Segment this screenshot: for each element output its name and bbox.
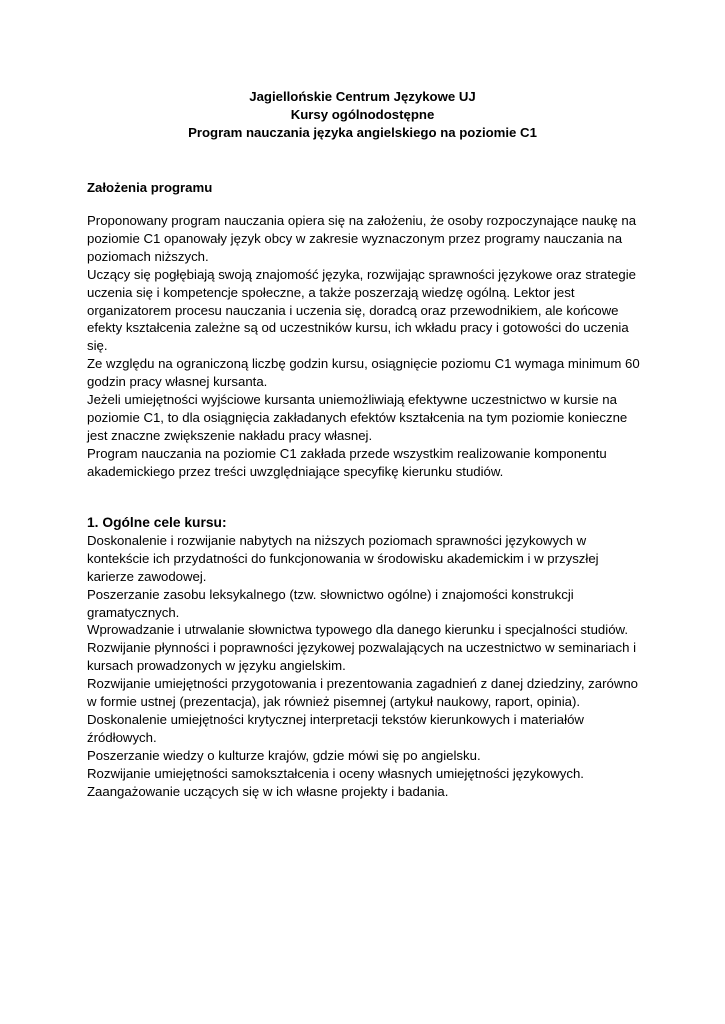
- assumptions-heading: Założenia programu: [87, 180, 213, 195]
- goal-item: Zaangażowanie uczących się w ich własne projekty i badania.: [87, 783, 449, 799]
- institution-name: Jagiellońskie Centrum Językowe UJ: [249, 89, 476, 104]
- goal-item: Doskonalenie i rozwijanie nabytych na niższych poziomach sprawności językowych w kontekście ich przydatności do funkcjonowania w środowisku akademickim i w przyszłej karierze zawodowej.: [87, 532, 599, 584]
- goal-item: Poszerzanie zasobu leksykalnego (tzw. słownictwo ogólne) i znajomości konstrukcji gramatycznych.: [87, 586, 574, 620]
- goal-item: Poszerzanie wiedzy o kulturze krajów, gdzie mówi się po angielsku.: [87, 747, 481, 763]
- goal-item: Rozwijanie umiejętności przygotowania i prezentowania zagadnień z danej dziedziny, zarówno w formie ustnej (prezentacja), jak również pisemnej (artykuł naukowy, raport, opinia).: [87, 676, 639, 710]
- goals-heading: 1. Ogólne cele kursu:: [87, 515, 227, 530]
- assumptions-paragraph: Program nauczania na poziomie C1 zakłada przede wszystkim realizowanie komponentu akademickiego przez treści uwzględniające specyfikę kierunku studiów.: [87, 445, 607, 479]
- assumptions-paragraph: Uczący się pogłębiają swoją znajomość języka, rozwijając sprawności językowe oraz strategie uczenia się i kompetencje społeczne, a także poszerzają wiedzę ogólną. Lektor jest organizatorem procesu nauczania i uczenia się, doradcą oraz przewodnikiem, ale końcowe efekty kształcenia zależne są od uczestników kursu, ich wkładu pracy i gotowości do uczenia się.: [87, 266, 636, 354]
- goals-section: [87, 514, 647, 801]
- assumptions-paragraph: Jeżeli umiejętności wyjściowe kursanta uniemożliwiają efektywne uczestnictwo w kursie na poziomie C1, to dla osiągnięcia zakładanych efektów kształcenia na tym poziomie konieczne jest znaczne zwiększenie nakładu pracy własnej.: [87, 392, 628, 443]
- goal-item: Rozwijanie umiejętności samokształcenia i oceny własnych umiejętności językowych.: [87, 765, 584, 781]
- assumptions-heading-block: [87, 179, 647, 197]
- assumptions-body: [87, 212, 647, 481]
- assumptions-paragraph: Proponowany program nauczania opiera się na założeniu, że osoby rozpoczynające naukę na poziomie C1 opanowały język obcy w zakresie wyznaczonym przez programy nauczania na poziomach niższych.: [87, 213, 637, 264]
- goal-item: Doskonalenie umiejętności krytycznej interpretacji tekstów kierunkowych i materiałów źródłowych.: [87, 711, 584, 745]
- program-title: Program nauczania języka angielskiego na poziomie C1: [188, 125, 537, 140]
- course-type: Kursy ogólnodostępne: [290, 107, 435, 122]
- goal-item: Wprowadzanie i utrwalanie słownictwa typowego dla danego kierunku i specjalności studiów.: [87, 622, 628, 638]
- goal-item: Rozwijanie płynności i poprawności językowej pozwalających na uczestnictwo w seminariach i kursach prowadzonych w języku angielskim.: [87, 640, 636, 674]
- document-header: [0, 88, 725, 142]
- assumptions-paragraph: Ze względu na ograniczoną liczbę godzin kursu, osiągnięcie poziomu C1 wymaga minimum 60 godzin pracy własnej kursanta.: [87, 356, 640, 390]
